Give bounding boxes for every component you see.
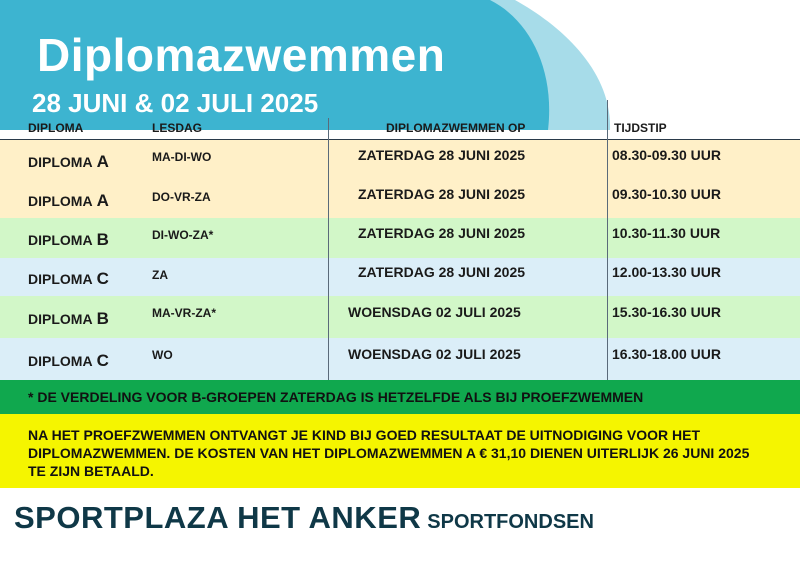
page-title: Diplomazwemmen: [37, 29, 446, 81]
table-row: [0, 140, 800, 180]
cell-tijdstip: 09.30-10.30 UUR: [612, 186, 721, 202]
cell-diploma-label: DIPLOMA: [28, 154, 93, 170]
cell-datum: ZATERDAG 28 JUNI 2025: [358, 147, 526, 163]
column-divider: [328, 118, 329, 380]
cell-diploma: [28, 309, 109, 329]
cell-datum: ZATERDAG 28 JUNI 2025: [358, 264, 526, 280]
cell-tijdstip: 10.30-11.30 UUR: [612, 225, 721, 241]
cell-lesdag: DI-WO-ZA*: [152, 228, 214, 242]
cell-diploma-level: B: [96, 230, 109, 249]
column-divider: [607, 100, 608, 380]
cell-datum: ZATERDAG 28 JUNI 2025: [358, 186, 526, 202]
cell-tijdstip: 16.30-18.00 UUR: [612, 346, 721, 362]
cell-tijdstip: 08.30-09.30 UUR: [612, 147, 721, 163]
note-b-groups-text: * DE VERDELING VOOR B-GROEPEN ZATERDAG IS HETZELFDE ALS BIJ PROEFZWEMMEN: [28, 389, 644, 405]
col-header-diploma: DIPLOMA: [28, 121, 84, 135]
cell-diploma-label: DIPLOMA: [28, 232, 93, 248]
note-b-groups: [0, 380, 800, 414]
cell-tijdstip: 12.00-13.30 UUR: [612, 264, 721, 280]
cell-diploma-label: DIPLOMA: [28, 271, 93, 287]
cell-diploma: [28, 230, 109, 250]
cell-lesdag: DO-VR-ZA: [152, 190, 211, 204]
cell-diploma: [28, 269, 109, 289]
table-row: [0, 180, 800, 218]
page-subtitle: 28 JUNI & 02 JULI 2025: [32, 88, 319, 118]
cell-diploma: [28, 351, 109, 371]
cell-lesdag: WO: [152, 348, 173, 362]
cell-diploma-level: C: [96, 351, 109, 370]
cell-diploma-level: A: [96, 152, 109, 171]
cell-datum: ZATERDAG 28 JUNI 2025: [358, 225, 526, 241]
cell-diploma-label: DIPLOMA: [28, 193, 93, 209]
cell-datum: WOENSDAG 02 JULI 2025: [348, 346, 521, 362]
note-payment: [0, 414, 800, 488]
cell-lesdag: MA-DI-WO: [152, 150, 212, 164]
cell-diploma-label: DIPLOMA: [28, 353, 93, 369]
note-payment-text: NA HET PROEFZWEMMEN ONTVANGT JE KIND BIJ GOED RESULTAAT DE UITNODIGING VOOR HET DIPLOMAZWEMMEN. DE KOSTEN VAN HET DIPLOMAZWEMMEN A € 31,10 DIENEN UITERLIJK 26 JUNI 2025 TE ZIJN BETAALD.: [28, 427, 750, 479]
cell-tijdstip: 15.30-16.30 UUR: [612, 304, 721, 320]
cell-diploma-level: B: [96, 309, 109, 328]
cell-diploma-label: DIPLOMA: [28, 311, 93, 327]
cell-datum: WOENSDAG 02 JULI 2025: [348, 304, 521, 320]
cell-diploma: [28, 152, 109, 172]
brand-name: SPORTPLAZA HET ANKER: [14, 500, 422, 535]
col-header-tijdstip: TIJDSTIP: [614, 121, 667, 135]
col-header-lesdag: LESDAG: [152, 121, 203, 135]
col-header-datum: DIPLOMAZWEMMEN OP: [386, 121, 526, 135]
cell-diploma-level: A: [96, 191, 109, 210]
table-header: [0, 118, 800, 140]
brand-sub: SPORTFONDSEN: [427, 511, 594, 533]
cell-diploma: [28, 191, 109, 211]
header-banner: [0, 0, 800, 130]
footer-brand: [14, 500, 594, 536]
table-row: [0, 258, 800, 296]
cell-lesdag: ZA: [152, 268, 168, 282]
table-row: [0, 218, 800, 258]
table-row: [0, 296, 800, 338]
cell-lesdag: MA-VR-ZA*: [152, 306, 216, 320]
cell-diploma-level: C: [96, 269, 109, 288]
table-row: [0, 338, 800, 380]
